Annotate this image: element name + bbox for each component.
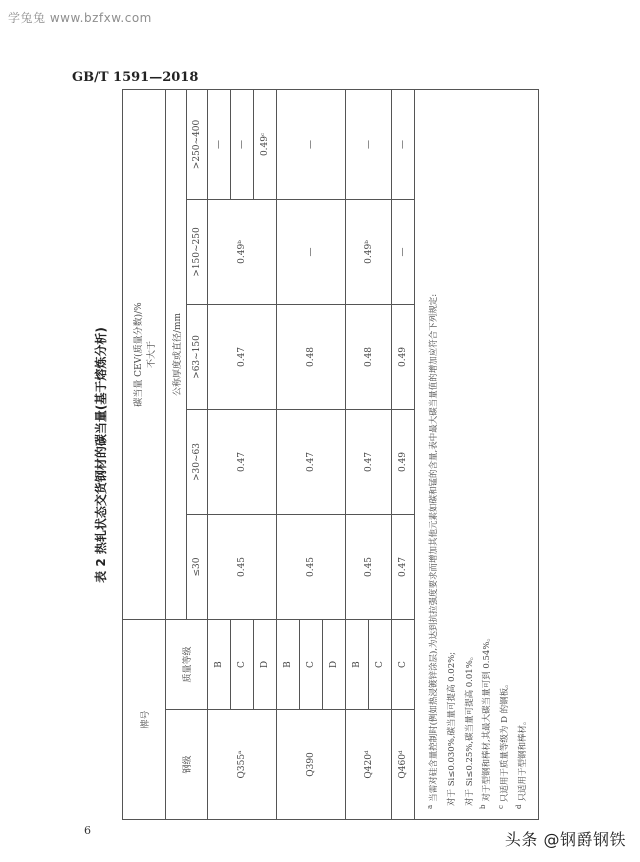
cell-grade: Q460ᵈ — [392, 710, 415, 820]
header-range: ≤30 — [187, 514, 208, 619]
cell-value: 0.47 — [392, 514, 415, 619]
table-row — [346, 89, 369, 819]
cell-value: 0.47 — [346, 409, 392, 514]
cell-quality: B — [208, 619, 231, 709]
table-notes — [415, 89, 539, 819]
cell-quality: C — [300, 619, 323, 709]
cell-value: — — [392, 199, 415, 304]
header-cev — [123, 89, 166, 619]
cell-quality: B — [277, 619, 300, 709]
header-range: >250~400 — [187, 89, 208, 199]
cell-value: 0.49 — [392, 304, 415, 409]
rotated-page-content — [72, 90, 528, 820]
table-note: 对于 Si≤0.030%,碳当量可提高 0.02%; — [446, 651, 457, 806]
cell-quality: D — [323, 619, 346, 709]
cell-grade: Q390 — [277, 710, 346, 820]
cell-value: 0.49ᵇ — [208, 199, 277, 304]
cell-value: 0.49ᵇ — [346, 199, 392, 304]
cell-value: 0.48 — [346, 304, 392, 409]
cell-value: — — [208, 89, 231, 199]
table-title: 表 2 热轧状态交货钢材的碳当量(基于熔炼分析) — [94, 327, 108, 583]
watermark: 学兔兔 www.bzfxw.com — [8, 11, 152, 25]
cell-value: — — [277, 89, 346, 199]
cell-value: 0.49ᶜ — [254, 89, 277, 199]
brand-watermark: 头条 @钢爵钢铁 — [504, 830, 626, 849]
cell-quality: D — [254, 619, 277, 709]
header-cev-subtitle: 不大于 — [147, 340, 157, 368]
cell-value: 0.47 — [208, 409, 277, 514]
standard-header: GB/T 1591—2018 — [72, 70, 199, 85]
table-note: $^a$当需对硅含量控制时(例如热浸镀锌涂层),为达到抗拉强度要求而增加其他元素如碳和锰的含量,表中最大碳当量值的增加应符合下列规定: — [426, 293, 439, 809]
header-steel-grade: 钢级 — [166, 710, 208, 820]
header-range: >63~150 — [187, 304, 208, 409]
table-note: $^b$对于型钢和棒材,其最大碳当量可到 0.54%。 — [479, 633, 493, 809]
header-range: >150~250 — [187, 199, 208, 304]
cell-value: 0.45 — [277, 514, 346, 619]
header-cev-title: 碳当量 CEV(质量分数)/% — [134, 302, 144, 407]
cell-grade: Q420ᵈ — [346, 710, 392, 820]
table-note: $^d$只适用于型钢和棒材。 — [515, 716, 528, 809]
header-grade-group: 牌号 — [123, 619, 166, 819]
cell-value: 0.47 — [208, 304, 277, 409]
cell-quality: B — [346, 619, 369, 709]
cell-value: — — [346, 89, 392, 199]
cell-grade: Q355ᵃ — [208, 710, 277, 820]
table-row — [208, 89, 231, 819]
table-note: 对于 Si≤0.25%,碳当量可提高 0.01%。 — [464, 651, 475, 806]
table-row — [392, 89, 415, 819]
cell-quality: C — [369, 619, 392, 709]
header-quality-grade: 质量等级 — [166, 619, 208, 709]
cell-value: 0.48 — [277, 304, 346, 409]
table-notes-row — [415, 89, 539, 819]
carbon-equivalent-table — [122, 89, 539, 820]
cell-value: — — [277, 199, 346, 304]
table-row — [277, 89, 300, 819]
page-number: 6 — [84, 824, 91, 837]
cell-value: — — [231, 89, 254, 199]
cell-value: 0.45 — [208, 514, 277, 619]
header-thickness: 公称厚度或直径/mm — [166, 89, 187, 619]
cell-value: 0.47 — [277, 409, 346, 514]
cell-quality: C — [231, 619, 254, 709]
header-range: >30~63 — [187, 409, 208, 514]
rotated-inner — [72, 90, 528, 820]
cell-value: — — [392, 89, 415, 199]
cell-value: 0.49 — [392, 409, 415, 514]
cell-value: 0.45 — [346, 514, 392, 619]
table-note: $^c$只适用于质量等级为 D 的钢板。 — [497, 679, 511, 809]
cell-quality: C — [392, 619, 415, 709]
